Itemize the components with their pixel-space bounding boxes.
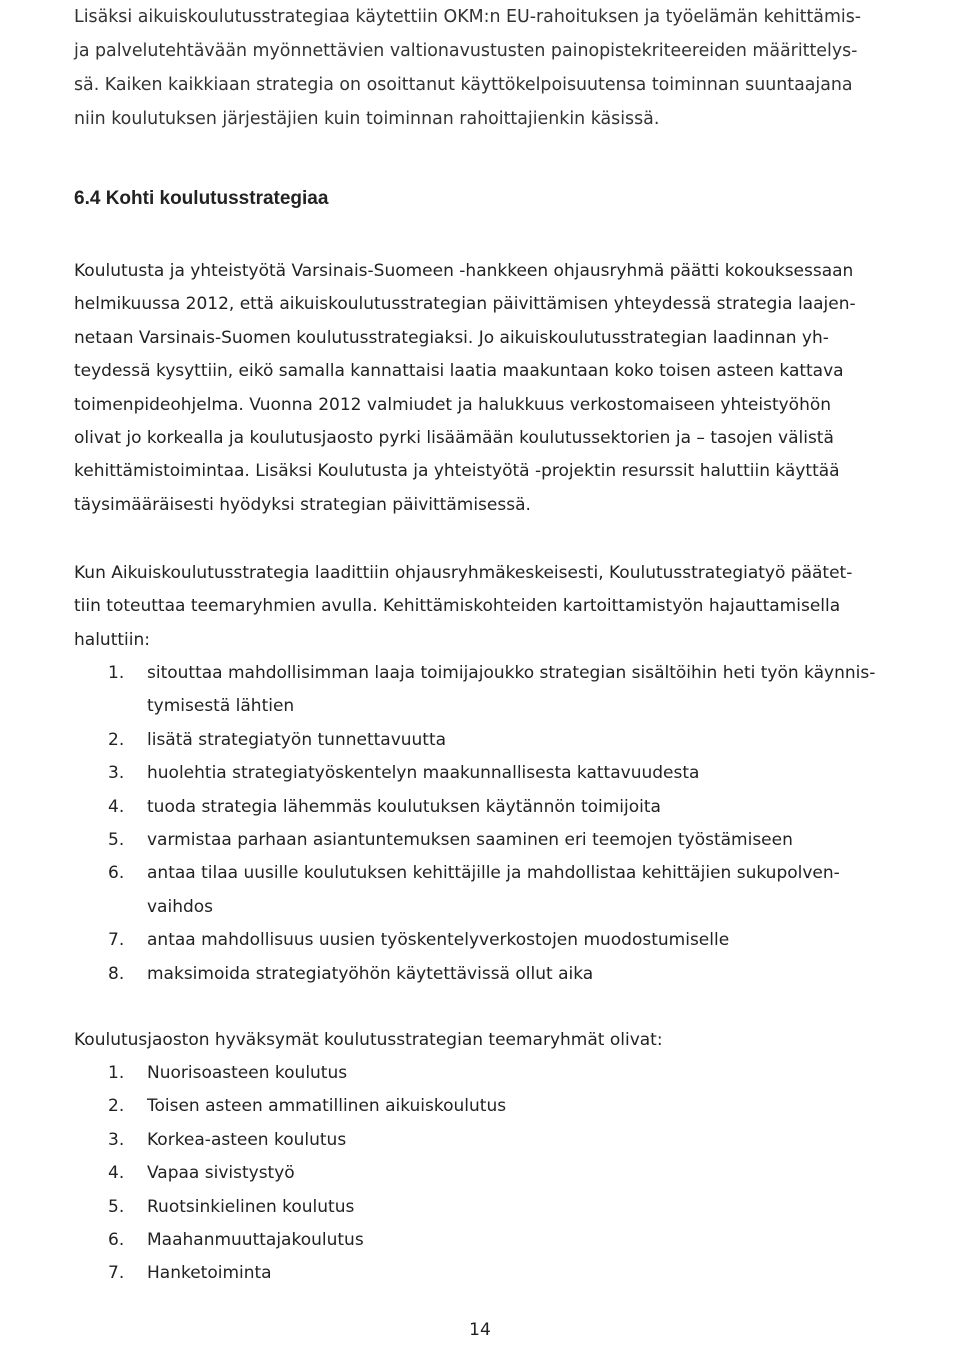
paragraph-koulutusstrategia	[74, 255, 958, 522]
list-item	[108, 757, 958, 790]
list-item	[108, 1157, 958, 1190]
paragraph-line: tiin toteuttaa teemaryhmien avulla. Kehittämiskohteiden kartoittamistyön hajauttamisella	[74, 596, 841, 617]
list-item-text: Hanketoiminta	[147, 1263, 272, 1284]
page-number: 14	[469, 1320, 491, 1340]
paragraph-teemaryhmat	[74, 557, 958, 657]
list-item-text: sitouttaa mahdollisimman laaja toimijajoukko strategian sisältöihin heti työn käynnis-	[147, 663, 876, 683]
list-item	[108, 1057, 958, 1090]
list-item-text: tymisestä lähtien	[147, 696, 295, 717]
intro-line: Lisäksi aikuiskoulutusstrategiaa käytettiin OKM:n EU-rahoituksen ja työelämän kehittämis-	[74, 7, 862, 27]
list-number: 1.	[108, 1063, 125, 1083]
paragraph-line: täysimääräisesti hyödyksi strategian päivittämisessä.	[74, 494, 531, 515]
list-item-text: antaa tilaa uusille koulutuksen kehittäjille ja mahdollistaa kehittäjien sukupolven-	[147, 863, 840, 884]
list-item-text: vaihdos	[147, 896, 214, 917]
list-item-text: Toisen asteen ammatillinen aikuiskoulutus	[147, 1096, 507, 1117]
paragraph-line: olivat jo korkealla ja koulutusjaosto pyrki lisäämään koulutussektorien ja – tasojen välistä	[74, 427, 834, 448]
list-item-text: Maahanmuuttajakoulutus	[147, 1230, 364, 1251]
list-item	[108, 1090, 958, 1123]
list-number: 7.	[108, 930, 125, 951]
list-number: 2.	[108, 729, 125, 750]
list-item	[108, 824, 958, 857]
list-item	[108, 1224, 958, 1257]
list-number: 1.	[108, 663, 125, 683]
list-item-text: Ruotsinkielinen koulutus	[147, 1196, 355, 1217]
list-item-text: Korkea-asteen koulutus	[147, 1129, 347, 1150]
list-number: 6.	[108, 1230, 125, 1251]
themes-list	[108, 1057, 958, 1291]
list-item-text: antaa mahdollisuus uusien työskentelyverkostojen muodostumiselle	[147, 930, 730, 951]
list-item-text: tuoda strategia lähemmäs koulutuksen käytännön toimijoita	[147, 796, 661, 817]
paragraph-line: netaan Varsinais-Suomen koulutusstrategiaksi. Jo aikuiskoulutusstrategian laadinnan yh-	[74, 327, 829, 348]
list-number: 3.	[108, 763, 125, 784]
paragraph-hyvaksytyt	[74, 1024, 958, 1057]
paragraph-line: toimenpideohjelma. Vuonna 2012 valmiudet ja halukkuus verkostomaiseen yhteistyöhön	[74, 394, 832, 415]
list-item	[108, 724, 958, 757]
list-item	[108, 857, 958, 924]
list-number: 5.	[108, 830, 125, 851]
list-number: 4.	[108, 1163, 125, 1184]
paragraph-line: haluttiin:	[74, 629, 150, 650]
list-item-text: maksimoida strategiatyöhön käytettävissä ollut aika	[147, 963, 594, 984]
paragraph-line: kehittämistoimintaa. Lisäksi Koulutusta ja yhteistyötä -projektin resurssit haluttiin käyttää	[74, 461, 840, 482]
list-item-text: Vapaa sivistystyö	[147, 1163, 295, 1184]
intro-line: ja palvelutehtävään myönnettävien valtionavustusten painopistekriteereiden määrittelys-	[74, 41, 858, 61]
paragraph-line: Koulutusjaoston hyväksymät koulutusstrategian teemaryhmät olivat:	[74, 1030, 663, 1050]
list-item	[108, 1124, 958, 1157]
list-item-text: huolehtia strategiatyöskentelyn maakunnallisesta kattavuudesta	[147, 763, 700, 784]
intro-line: sä. Kaiken kaikkiaan strategia on osoittanut käyttökelpoisuutensa toiminnan suuntaajana	[74, 75, 853, 95]
list-number: 5.	[108, 1196, 125, 1217]
intro-line: niin koulutuksen järjestäjien kuin toiminnan rahoittajienkin käsissä.	[74, 109, 660, 129]
list-number: 7.	[108, 1263, 125, 1284]
list-number: 2.	[108, 1096, 125, 1117]
paragraph-line: Koulutusta ja yhteistyötä Varsinais-Suomeen -hankkeen ohjausryhmä päätti kokouksessaan	[74, 261, 854, 281]
list-item-text: varmistaa parhaan asiantuntemuksen saaminen eri teemojen työstämiseen	[147, 830, 793, 851]
list-item-text: lisätä strategiatyön tunnettavuutta	[147, 729, 447, 750]
list-item-text: Nuorisoasteen koulutus	[147, 1063, 348, 1083]
goals-list	[108, 657, 958, 991]
list-item	[108, 1257, 958, 1290]
list-item	[108, 657, 958, 724]
list-item	[108, 924, 958, 957]
list-number: 4.	[108, 796, 125, 817]
paragraph-line: teydessä kysyttiin, eikö samalla kannattaisi laatia maakuntaan koko toisen asteen kattava	[74, 361, 844, 382]
list-item	[108, 791, 958, 824]
list-number: 6.	[108, 863, 125, 884]
list-number: 8.	[108, 963, 125, 984]
intro-paragraph	[74, 0, 954, 136]
list-item	[108, 1191, 958, 1224]
list-number: 3.	[108, 1129, 125, 1150]
paragraph-line: helmikuussa 2012, että aikuiskoulutusstrategian päivittämisen yhteydessä strategia laajen-	[74, 294, 856, 315]
section-heading: 6.4 Kohti koulutusstrategiaa	[74, 188, 329, 209]
paragraph-line: Kun Aikuiskoulutusstrategia laadittiin ohjausryhmäkeskeisesti, Koulutusstrategiatyö päätet-	[74, 563, 853, 583]
list-item	[108, 958, 958, 991]
